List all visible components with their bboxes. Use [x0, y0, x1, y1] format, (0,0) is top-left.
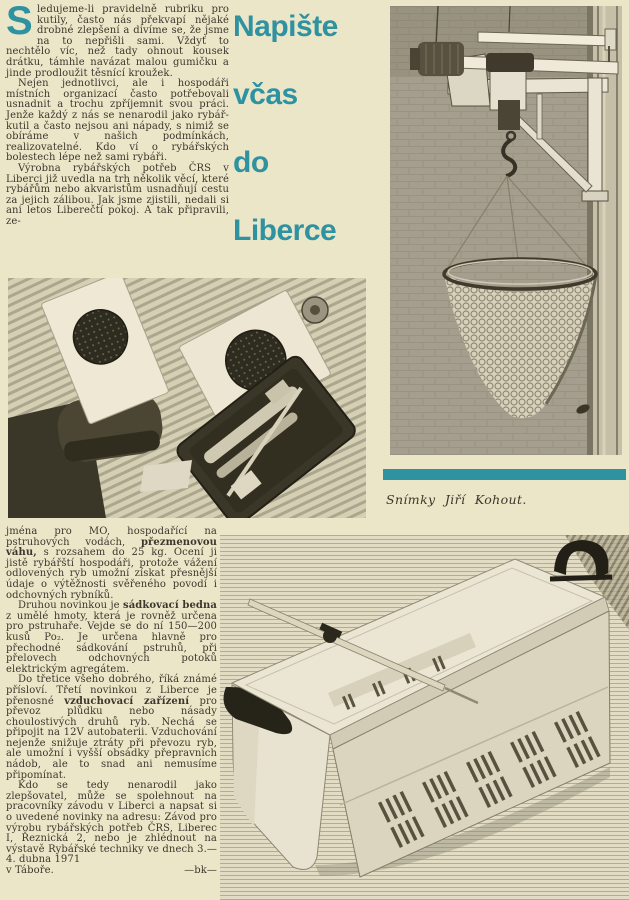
author-initials: —bk—: [184, 865, 217, 876]
headline-word: do: [233, 146, 269, 179]
paragraph-text: Druhou novinkou je sádkovací bedna z umělé hmoty, která je rovněž určena pro pstruhaře. Vejde se do ní 150—200 kusů Po₂. Je určena hlavně pro přechodné sádkování pstruhů, při přelovech odchovných potoků elektrickým agregátem.: [6, 600, 217, 675]
article-column-top: [6, 0, 229, 227]
paragraph: [6, 675, 217, 781]
paragraph: [6, 79, 229, 164]
paragraph: [6, 0, 229, 79]
paragraph-text: Kdo se tedy nenarodil jako zlepšovatel, může se spolehnout na pracovníky závodu v Liberci a napsat si o uvedené novinky na adresu: Závod pro výrobu rybářských potřeb ČRS, Liberec I, Řeznická 2, nebo je zhlédnout na výstavě Rybářské techniky ve dnech 3.—4. dubna 1971: [6, 780, 217, 866]
article-column-bottom: [6, 527, 217, 877]
final-line-text: v Táboře.: [6, 865, 54, 876]
scale-photo-illustration: [390, 6, 622, 455]
drop-cap: S: [6, 0, 33, 43]
paragraph-text: Do třetice všeho dobrého, říká známé přísloví. Třetí novinkou z Liberce je přenosné vzduchovací zařízení pro převoz plůdku nebo násady choulostivých druhů ryb. Nechá se připojit na 12V autobaterii. Vzduchování nejenže snižuje ztráty při převozu ryb, ale umožní i vyšší obsádky přepravních nádob, ale to snad ani nemusíme připomínat.: [6, 674, 218, 781]
headline-word: Napište: [233, 10, 338, 43]
paragraph-text: jména pro MO, hospodařící na pstruhových vodách, přezmenovou váhu, s rozsahem do 25 kg. Ocení ji jistě rybářští hospodáři, protože vážení odlovených ryb umožní získat přesnější údaje o výtěžnosti svěřeného povodí i odchovných rybníků.: [6, 526, 217, 601]
paragraph: [6, 781, 217, 866]
final-line: [6, 866, 217, 877]
paragraph: [6, 527, 217, 601]
paragraph: [6, 164, 229, 228]
accent-bar: [383, 469, 626, 480]
headline-word: včas: [233, 78, 298, 111]
aerator-photo-illustration: [8, 278, 366, 518]
photo-scale: [390, 6, 622, 455]
paragraph: [6, 601, 217, 675]
crate-photo-illustration: [220, 535, 629, 900]
photo-aerator: [8, 278, 366, 518]
photo-crate: [220, 535, 629, 900]
paragraph-text: ledujeme-li pravidelně rubriku pro kutily, často nás překvapí nějaké drobné zlepšení a divíme se, že jsme na to nepřišli sami. Vždyť to nechtělo víc, než tady ohnout kousek drátku, támhle navázat malou gumičku a jinde prodloužit těsnící kroužek.: [6, 4, 229, 79]
paragraph-text: Nejen jednotlivci, ale i hospodáři místních organizací často potřebovali usnadnit a trochu zpříjemnit svou práci. Jenže každý z nás se nenarodil jako rybář-kutil a často nejsou ani nápady, s nimiž se obíráme v našich podmínkách, realizovatelné. Kdo ví o rybářských bolestech lépe než sami rybáři.: [6, 78, 229, 164]
headline: [233, 10, 383, 282]
knob: [302, 297, 328, 323]
paragraph-text: Výrobna rybářských potřeb ČRS v Liberci již uvedla na trh několik věcí, které rybářům nebo akvaristům usnadňují cestu za jejich zálibou. Jak jsme zjistili, nedali si ani letos Liberečtí pokoj. A tak připravili, ze-: [6, 162, 229, 227]
photo-caption: Snímky Jiří Kohout.: [386, 492, 527, 507]
headline-word: Liberce: [233, 214, 337, 247]
